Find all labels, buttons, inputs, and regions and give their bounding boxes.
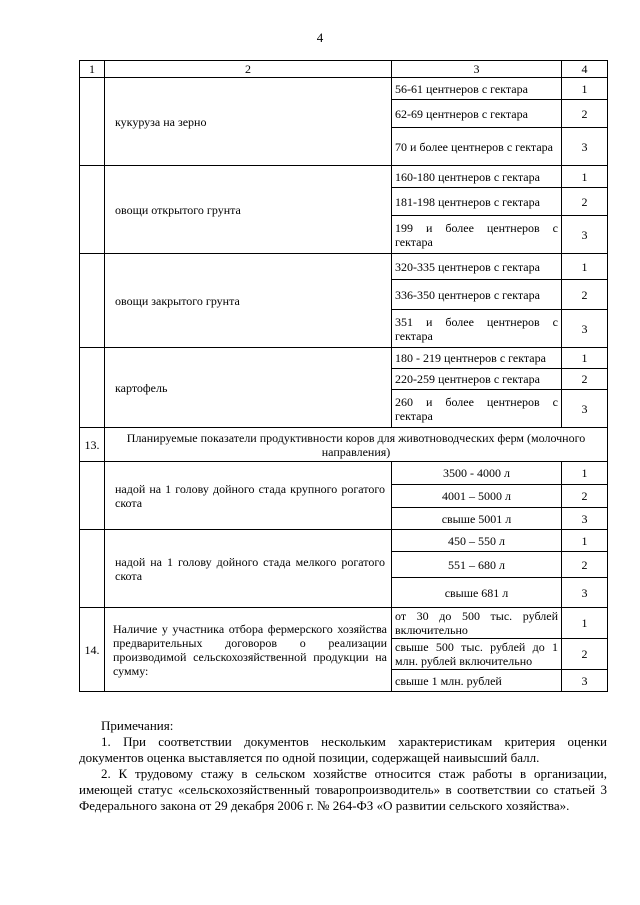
- score-cell: 3: [562, 128, 608, 166]
- score-cell: 3: [562, 216, 608, 254]
- crop-name: кукуруза на зерно: [105, 78, 392, 166]
- score-cell: 2: [562, 280, 608, 310]
- empty-cell: [80, 348, 105, 428]
- page-number: 4: [316, 30, 324, 45]
- range-cell: 181-198 центнеров с гектара: [392, 188, 562, 216]
- section-13-title-row: [80, 428, 608, 462]
- score-cell: 1: [562, 530, 608, 552]
- score-cell: 2: [562, 485, 608, 508]
- score-cell: 3: [562, 578, 608, 608]
- table-row: [80, 608, 608, 639]
- score-cell: 1: [562, 348, 608, 369]
- range-cell: 160-180 центнеров с гектара: [392, 166, 562, 188]
- range-cell: 320-335 центнеров с гектара: [392, 254, 562, 280]
- range-cell: 3500 - 4000 л: [392, 462, 562, 485]
- empty-cell: [80, 530, 105, 608]
- crop-name: овощи открытого грунта: [105, 166, 392, 254]
- score-cell: 1: [562, 78, 608, 100]
- score-cell: 2: [562, 188, 608, 216]
- range-cell: 56-61 центнеров с гектара: [392, 78, 562, 100]
- note-item: 1. При соответствии документов нескольким характеристикам критерия оценки документов оценка выставляется по одной позиции, содержащей наивысший балл.: [79, 734, 607, 765]
- score-cell: 2: [562, 639, 608, 670]
- range-cell: свыше 1 млн. рублей: [392, 670, 562, 692]
- score-cell: 2: [562, 100, 608, 128]
- range-cell: 351 и более центнеров с гектара: [392, 310, 562, 348]
- empty-cell: [80, 166, 105, 254]
- notes-block: [79, 718, 607, 814]
- range-cell: 551 – 680 л: [392, 552, 562, 578]
- range-cell: 70 и более центнеров с гектара: [392, 128, 562, 166]
- table-row: [80, 348, 608, 369]
- table-row: [80, 78, 608, 100]
- range-cell: 199 и более центнеров с гектара: [392, 216, 562, 254]
- header-cell: 1: [80, 61, 105, 78]
- section-number: 14.: [80, 608, 105, 692]
- crop-name: картофель: [105, 348, 392, 428]
- header-cell: 3: [392, 61, 562, 78]
- range-cell: 336-350 центнеров с гектара: [392, 280, 562, 310]
- table-row: [80, 530, 608, 552]
- range-cell: от 30 до 500 тыс. рублей включительно: [392, 608, 562, 639]
- note-item: 2. К трудовому стажу в сельском хозяйстве относится стаж работы в организации, имеющей статус «сельскохозяйственный товаропроизводитель» в соответствии со статьей 3 Федерального закона от 29 декабря 2006 г. № 264-ФЗ «О развитии сельского хозяйства».: [79, 766, 607, 813]
- score-cell: 2: [562, 552, 608, 578]
- table-row: [80, 166, 608, 188]
- range-cell: 62-69 центнеров с гектара: [392, 100, 562, 128]
- table-header-row: [80, 61, 608, 78]
- score-cell: 3: [562, 390, 608, 428]
- score-cell: 2: [562, 369, 608, 390]
- header-cell: 4: [562, 61, 608, 78]
- range-cell: свыше 5001 л: [392, 508, 562, 530]
- score-cell: 1: [562, 462, 608, 485]
- score-cell: 3: [562, 670, 608, 692]
- empty-cell: [80, 254, 105, 348]
- empty-cell: [80, 462, 105, 530]
- range-cell: 180 - 219 центнеров с гектара: [392, 348, 562, 369]
- empty-cell: [80, 78, 105, 166]
- section-number: 13.: [80, 428, 105, 462]
- score-cell: 3: [562, 508, 608, 530]
- score-cell: 1: [562, 254, 608, 280]
- table-row: [80, 462, 608, 485]
- notes-heading: Примечания:: [101, 718, 174, 733]
- score-cell: 1: [562, 608, 608, 639]
- contracts-criterion: Наличие у участника отбора фермерского хозяйства предварительных договоров о реализации производимой сельскохозяйственной продукции на сумму:: [105, 608, 392, 692]
- crop-name: овощи закрытого грунта: [105, 254, 392, 348]
- table-row: [80, 254, 608, 280]
- range-cell: свыше 500 тыс. рублей до 1 млн. рублей включительно: [392, 639, 562, 670]
- header-cell: 2: [105, 61, 392, 78]
- score-cell: 1: [562, 166, 608, 188]
- range-cell: 450 – 550 л: [392, 530, 562, 552]
- livestock-metric: надой на 1 голову дойного стада мелкого рогатого скота: [105, 530, 392, 608]
- range-cell: 4001 – 5000 л: [392, 485, 562, 508]
- range-cell: 260 и более центнеров с гектара: [392, 390, 562, 428]
- range-cell: свыше 681 л: [392, 578, 562, 608]
- criteria-table: [79, 60, 608, 692]
- score-cell: 3: [562, 310, 608, 348]
- livestock-metric: надой на 1 голову дойного стада крупного рогатого скота: [105, 462, 392, 530]
- range-cell: 220-259 центнеров с гектара: [392, 369, 562, 390]
- section-title: Планируемые показатели продуктивности коров для животноводческих ферм (молочного направления): [105, 428, 608, 462]
